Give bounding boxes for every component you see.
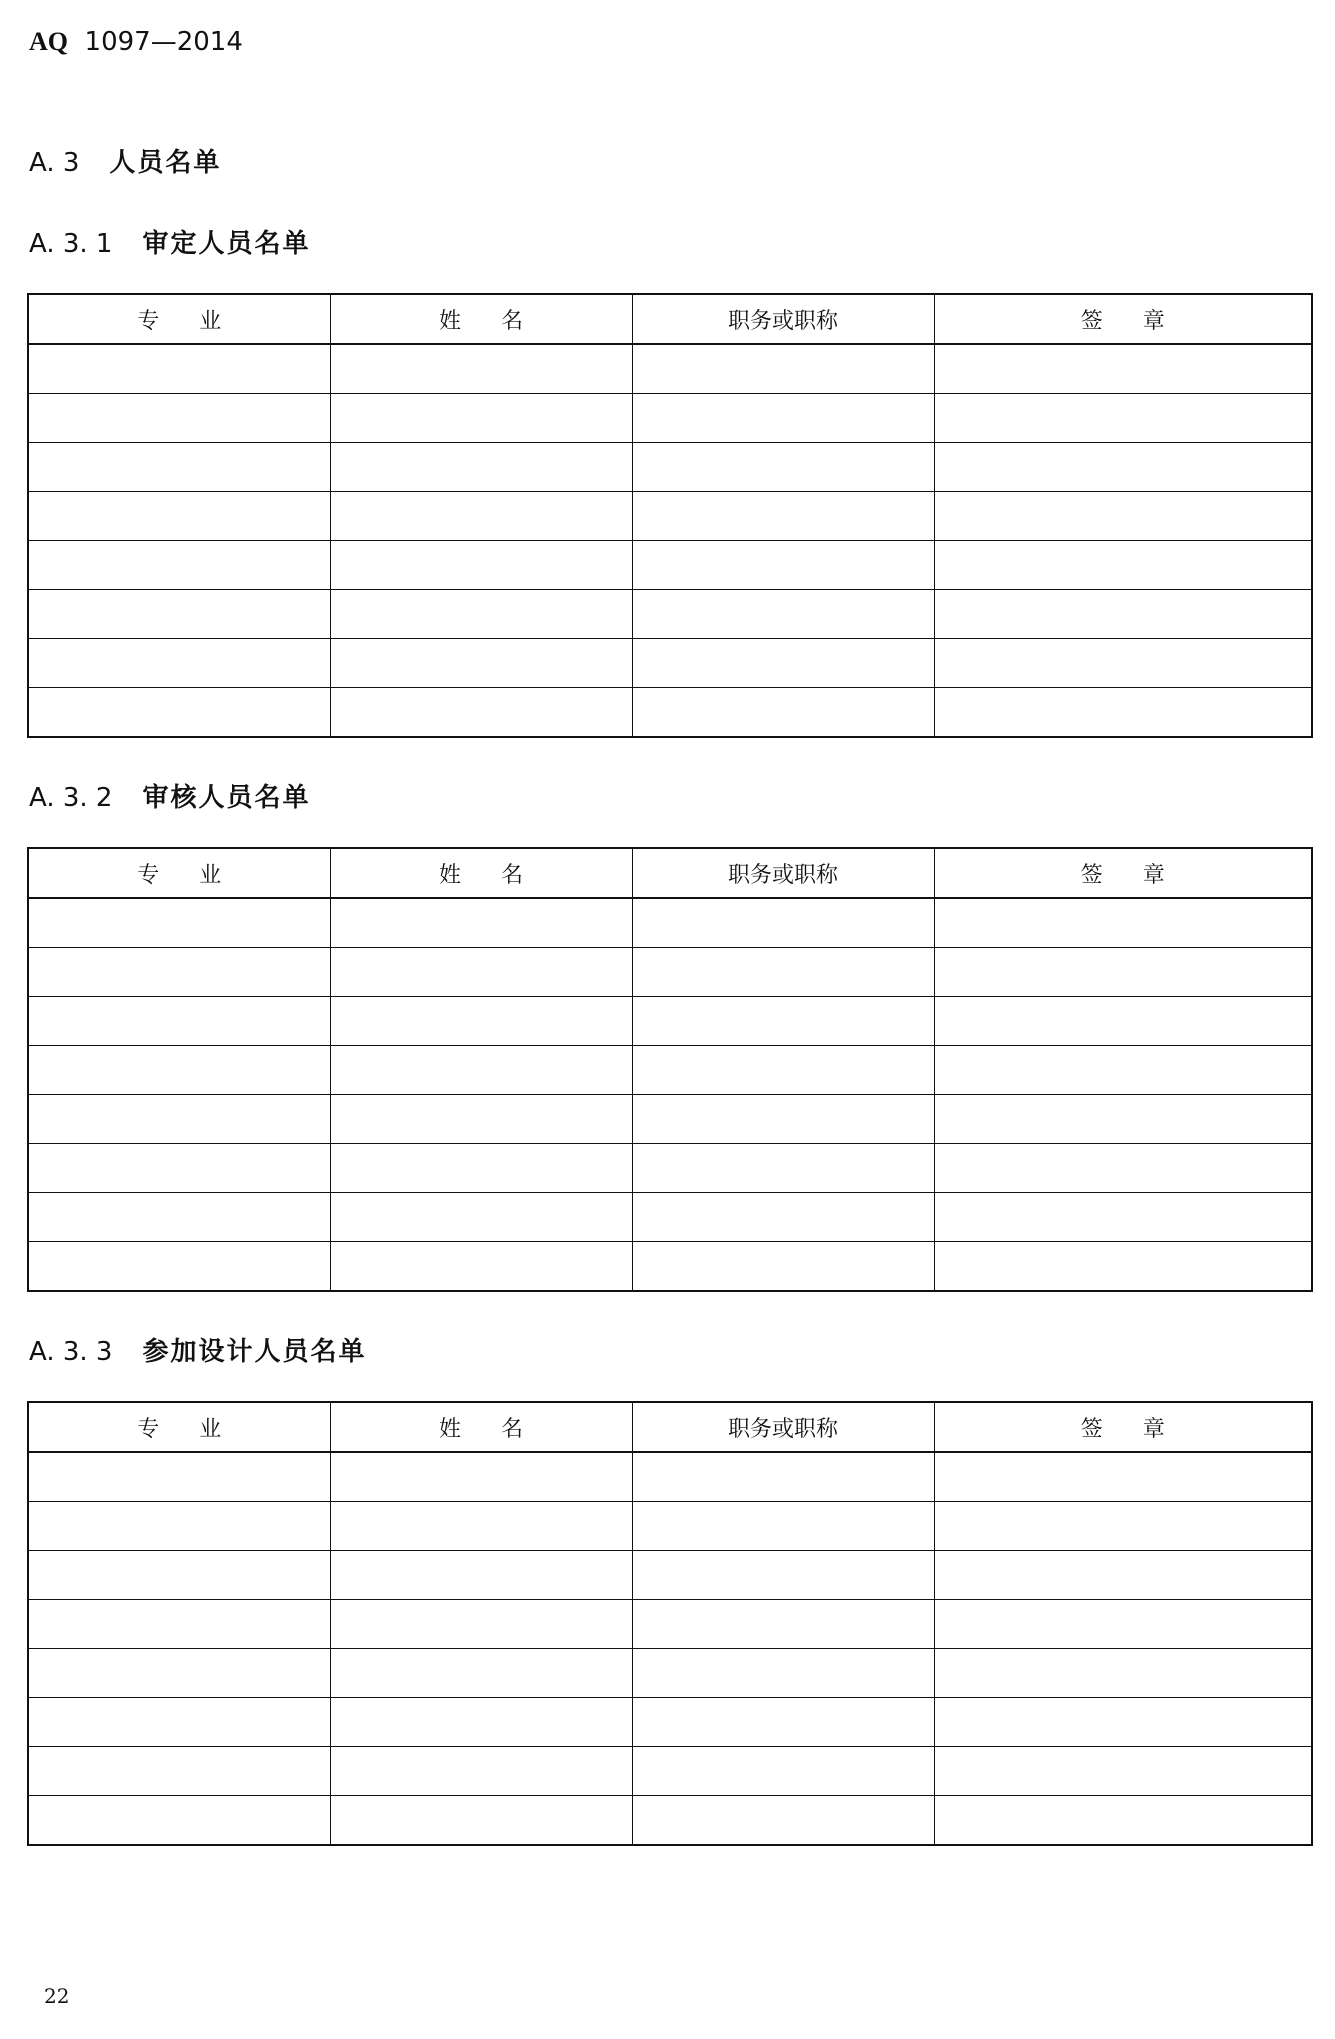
name-cell[interactable] (330, 443, 632, 492)
title-cell[interactable] (632, 1095, 934, 1144)
title-cell[interactable] (632, 948, 934, 997)
table-header-row (28, 1402, 1312, 1452)
name-cell[interactable] (330, 1796, 632, 1846)
table-header-row (28, 848, 1312, 898)
title-cell[interactable] (632, 541, 934, 590)
name-cell[interactable] (330, 997, 632, 1046)
title-cell[interactable] (632, 1144, 934, 1193)
name-cell[interactable] (330, 492, 632, 541)
specialty-cell[interactable] (28, 1242, 330, 1292)
signature-cell[interactable] (934, 1796, 1312, 1846)
subsection-title: 审核人员名单 (142, 783, 311, 813)
table-row (28, 1452, 1312, 1502)
name-cell[interactable] (330, 1551, 632, 1600)
specialty-cell[interactable] (28, 997, 330, 1046)
specialty-cell[interactable] (28, 688, 330, 738)
name-cell[interactable] (330, 590, 632, 639)
specialty-cell[interactable] (28, 1600, 330, 1649)
specialty-cell[interactable] (28, 541, 330, 590)
column-header-title: 职务或职称 (632, 848, 934, 898)
section-number: A. 3 (29, 148, 80, 178)
title-cell[interactable] (632, 1600, 934, 1649)
specialty-cell[interactable] (28, 948, 330, 997)
specialty-cell[interactable] (28, 443, 330, 492)
approval-staff-table (27, 293, 1313, 738)
title-cell[interactable] (632, 1698, 934, 1747)
title-cell[interactable] (632, 997, 934, 1046)
specialty-cell[interactable] (28, 1796, 330, 1846)
signature-cell[interactable] (934, 898, 1312, 948)
name-cell[interactable] (330, 1452, 632, 1502)
specialty-cell[interactable] (28, 344, 330, 394)
table-row (28, 1193, 1312, 1242)
title-cell[interactable] (632, 1452, 934, 1502)
table-row (28, 1747, 1312, 1796)
specialty-cell[interactable] (28, 1649, 330, 1698)
title-cell[interactable] (632, 1193, 934, 1242)
specialty-cell[interactable] (28, 394, 330, 443)
specialty-cell[interactable] (28, 1144, 330, 1193)
specialty-cell[interactable] (28, 1502, 330, 1551)
specialty-cell[interactable] (28, 1046, 330, 1095)
column-header-name: 姓名 (330, 1402, 632, 1452)
specialty-cell[interactable] (28, 1095, 330, 1144)
table-row (28, 492, 1312, 541)
table-row (28, 394, 1312, 443)
column-header-signature: 签章 (934, 294, 1312, 344)
name-cell[interactable] (330, 1046, 632, 1095)
subsection-title: 审定人员名单 (142, 229, 311, 259)
table-row (28, 1698, 1312, 1747)
table-header-row (28, 294, 1312, 344)
title-cell[interactable] (632, 344, 934, 394)
subsection-number: A. 3. 2 (29, 783, 113, 813)
specialty-cell[interactable] (28, 1452, 330, 1502)
specialty-cell[interactable] (28, 1698, 330, 1747)
table-row (28, 1600, 1312, 1649)
specialty-cell[interactable] (28, 590, 330, 639)
column-header-title: 职务或职称 (632, 294, 934, 344)
name-cell[interactable] (330, 344, 632, 394)
table-row (28, 443, 1312, 492)
title-cell[interactable] (632, 1046, 934, 1095)
column-header-specialty: 专业 (28, 1402, 330, 1452)
signature-cell[interactable] (934, 1046, 1312, 1095)
name-cell[interactable] (330, 1600, 632, 1649)
signature-cell[interactable] (934, 443, 1312, 492)
signature-cell[interactable] (934, 1551, 1312, 1600)
column-header-specialty: 专业 (28, 294, 330, 344)
title-cell[interactable] (632, 1551, 934, 1600)
table-row (28, 1649, 1312, 1698)
subsection-number: A. 3. 1 (29, 229, 113, 259)
signature-cell[interactable] (934, 344, 1312, 394)
name-cell[interactable] (330, 1698, 632, 1747)
title-cell[interactable] (632, 639, 934, 688)
specialty-cell[interactable] (28, 898, 330, 948)
title-cell[interactable] (632, 1242, 934, 1292)
signature-cell[interactable] (934, 1698, 1312, 1747)
table-row (28, 1144, 1312, 1193)
signature-cell[interactable] (934, 541, 1312, 590)
table-row (28, 590, 1312, 639)
signature-cell[interactable] (934, 492, 1312, 541)
column-header-signature: 签章 (934, 1402, 1312, 1452)
subsection-heading-3 (29, 1334, 367, 1370)
specialty-cell[interactable] (28, 1747, 330, 1796)
subsection-heading-1 (29, 226, 311, 262)
signature-cell[interactable] (934, 688, 1312, 738)
signature-cell[interactable] (934, 1242, 1312, 1292)
standard-prefix: AQ (29, 27, 68, 56)
signature-cell[interactable] (934, 1649, 1312, 1698)
signature-cell[interactable] (934, 1452, 1312, 1502)
title-cell[interactable] (632, 1502, 934, 1551)
title-cell[interactable] (632, 1747, 934, 1796)
table-row (28, 997, 1312, 1046)
name-cell[interactable] (330, 948, 632, 997)
name-cell[interactable] (330, 1502, 632, 1551)
name-cell[interactable] (330, 688, 632, 738)
document-header (29, 24, 243, 60)
section-heading (29, 145, 221, 181)
name-cell[interactable] (330, 1242, 632, 1292)
signature-cell[interactable] (934, 1747, 1312, 1796)
title-cell[interactable] (632, 443, 934, 492)
table-row (28, 639, 1312, 688)
specialty-cell[interactable] (28, 1551, 330, 1600)
standard-number: 1097—2014 (84, 27, 243, 57)
title-cell[interactable] (632, 898, 934, 948)
name-cell[interactable] (330, 639, 632, 688)
specialty-cell[interactable] (28, 639, 330, 688)
signature-cell[interactable] (934, 394, 1312, 443)
name-cell[interactable] (330, 1747, 632, 1796)
signature-cell[interactable] (934, 1502, 1312, 1551)
table-row (28, 1242, 1312, 1292)
signature-cell[interactable] (934, 1095, 1312, 1144)
column-header-name: 姓名 (330, 848, 632, 898)
signature-cell[interactable] (934, 1600, 1312, 1649)
subsection-number: A. 3. 3 (29, 1337, 113, 1367)
name-cell[interactable] (330, 1095, 632, 1144)
table-row (28, 541, 1312, 590)
title-cell[interactable] (632, 492, 934, 541)
table-row (28, 898, 1312, 948)
specialty-cell[interactable] (28, 1193, 330, 1242)
table-row (28, 1502, 1312, 1551)
specialty-cell[interactable] (28, 492, 330, 541)
title-cell[interactable] (632, 394, 934, 443)
signature-cell[interactable] (934, 997, 1312, 1046)
subsection-title: 参加设计人员名单 (142, 1337, 367, 1367)
signature-cell[interactable] (934, 1144, 1312, 1193)
page-number: 22 (44, 1984, 70, 2008)
review-staff-table (27, 847, 1313, 1292)
column-header-signature: 签章 (934, 848, 1312, 898)
title-cell[interactable] (632, 688, 934, 738)
title-cell[interactable] (632, 1649, 934, 1698)
title-cell[interactable] (632, 1796, 934, 1846)
signature-cell[interactable] (934, 948, 1312, 997)
table-row (28, 1095, 1312, 1144)
column-header-title: 职务或职称 (632, 1402, 934, 1452)
section-title: 人员名单 (109, 148, 222, 178)
name-cell[interactable] (330, 898, 632, 948)
column-header-specialty: 专业 (28, 848, 330, 898)
name-cell[interactable] (330, 1144, 632, 1193)
name-cell[interactable] (330, 541, 632, 590)
name-cell[interactable] (330, 394, 632, 443)
name-cell[interactable] (330, 1193, 632, 1242)
table-row (28, 1046, 1312, 1095)
subsection-heading-2 (29, 780, 311, 816)
table-row (28, 948, 1312, 997)
column-header-name: 姓名 (330, 294, 632, 344)
title-cell[interactable] (632, 590, 934, 639)
design-staff-table (27, 1401, 1313, 1846)
signature-cell[interactable] (934, 1193, 1312, 1242)
signature-cell[interactable] (934, 590, 1312, 639)
table-row (28, 688, 1312, 738)
table-row (28, 1551, 1312, 1600)
signature-cell[interactable] (934, 639, 1312, 688)
name-cell[interactable] (330, 1649, 632, 1698)
table-row (28, 1796, 1312, 1846)
table-row (28, 344, 1312, 394)
